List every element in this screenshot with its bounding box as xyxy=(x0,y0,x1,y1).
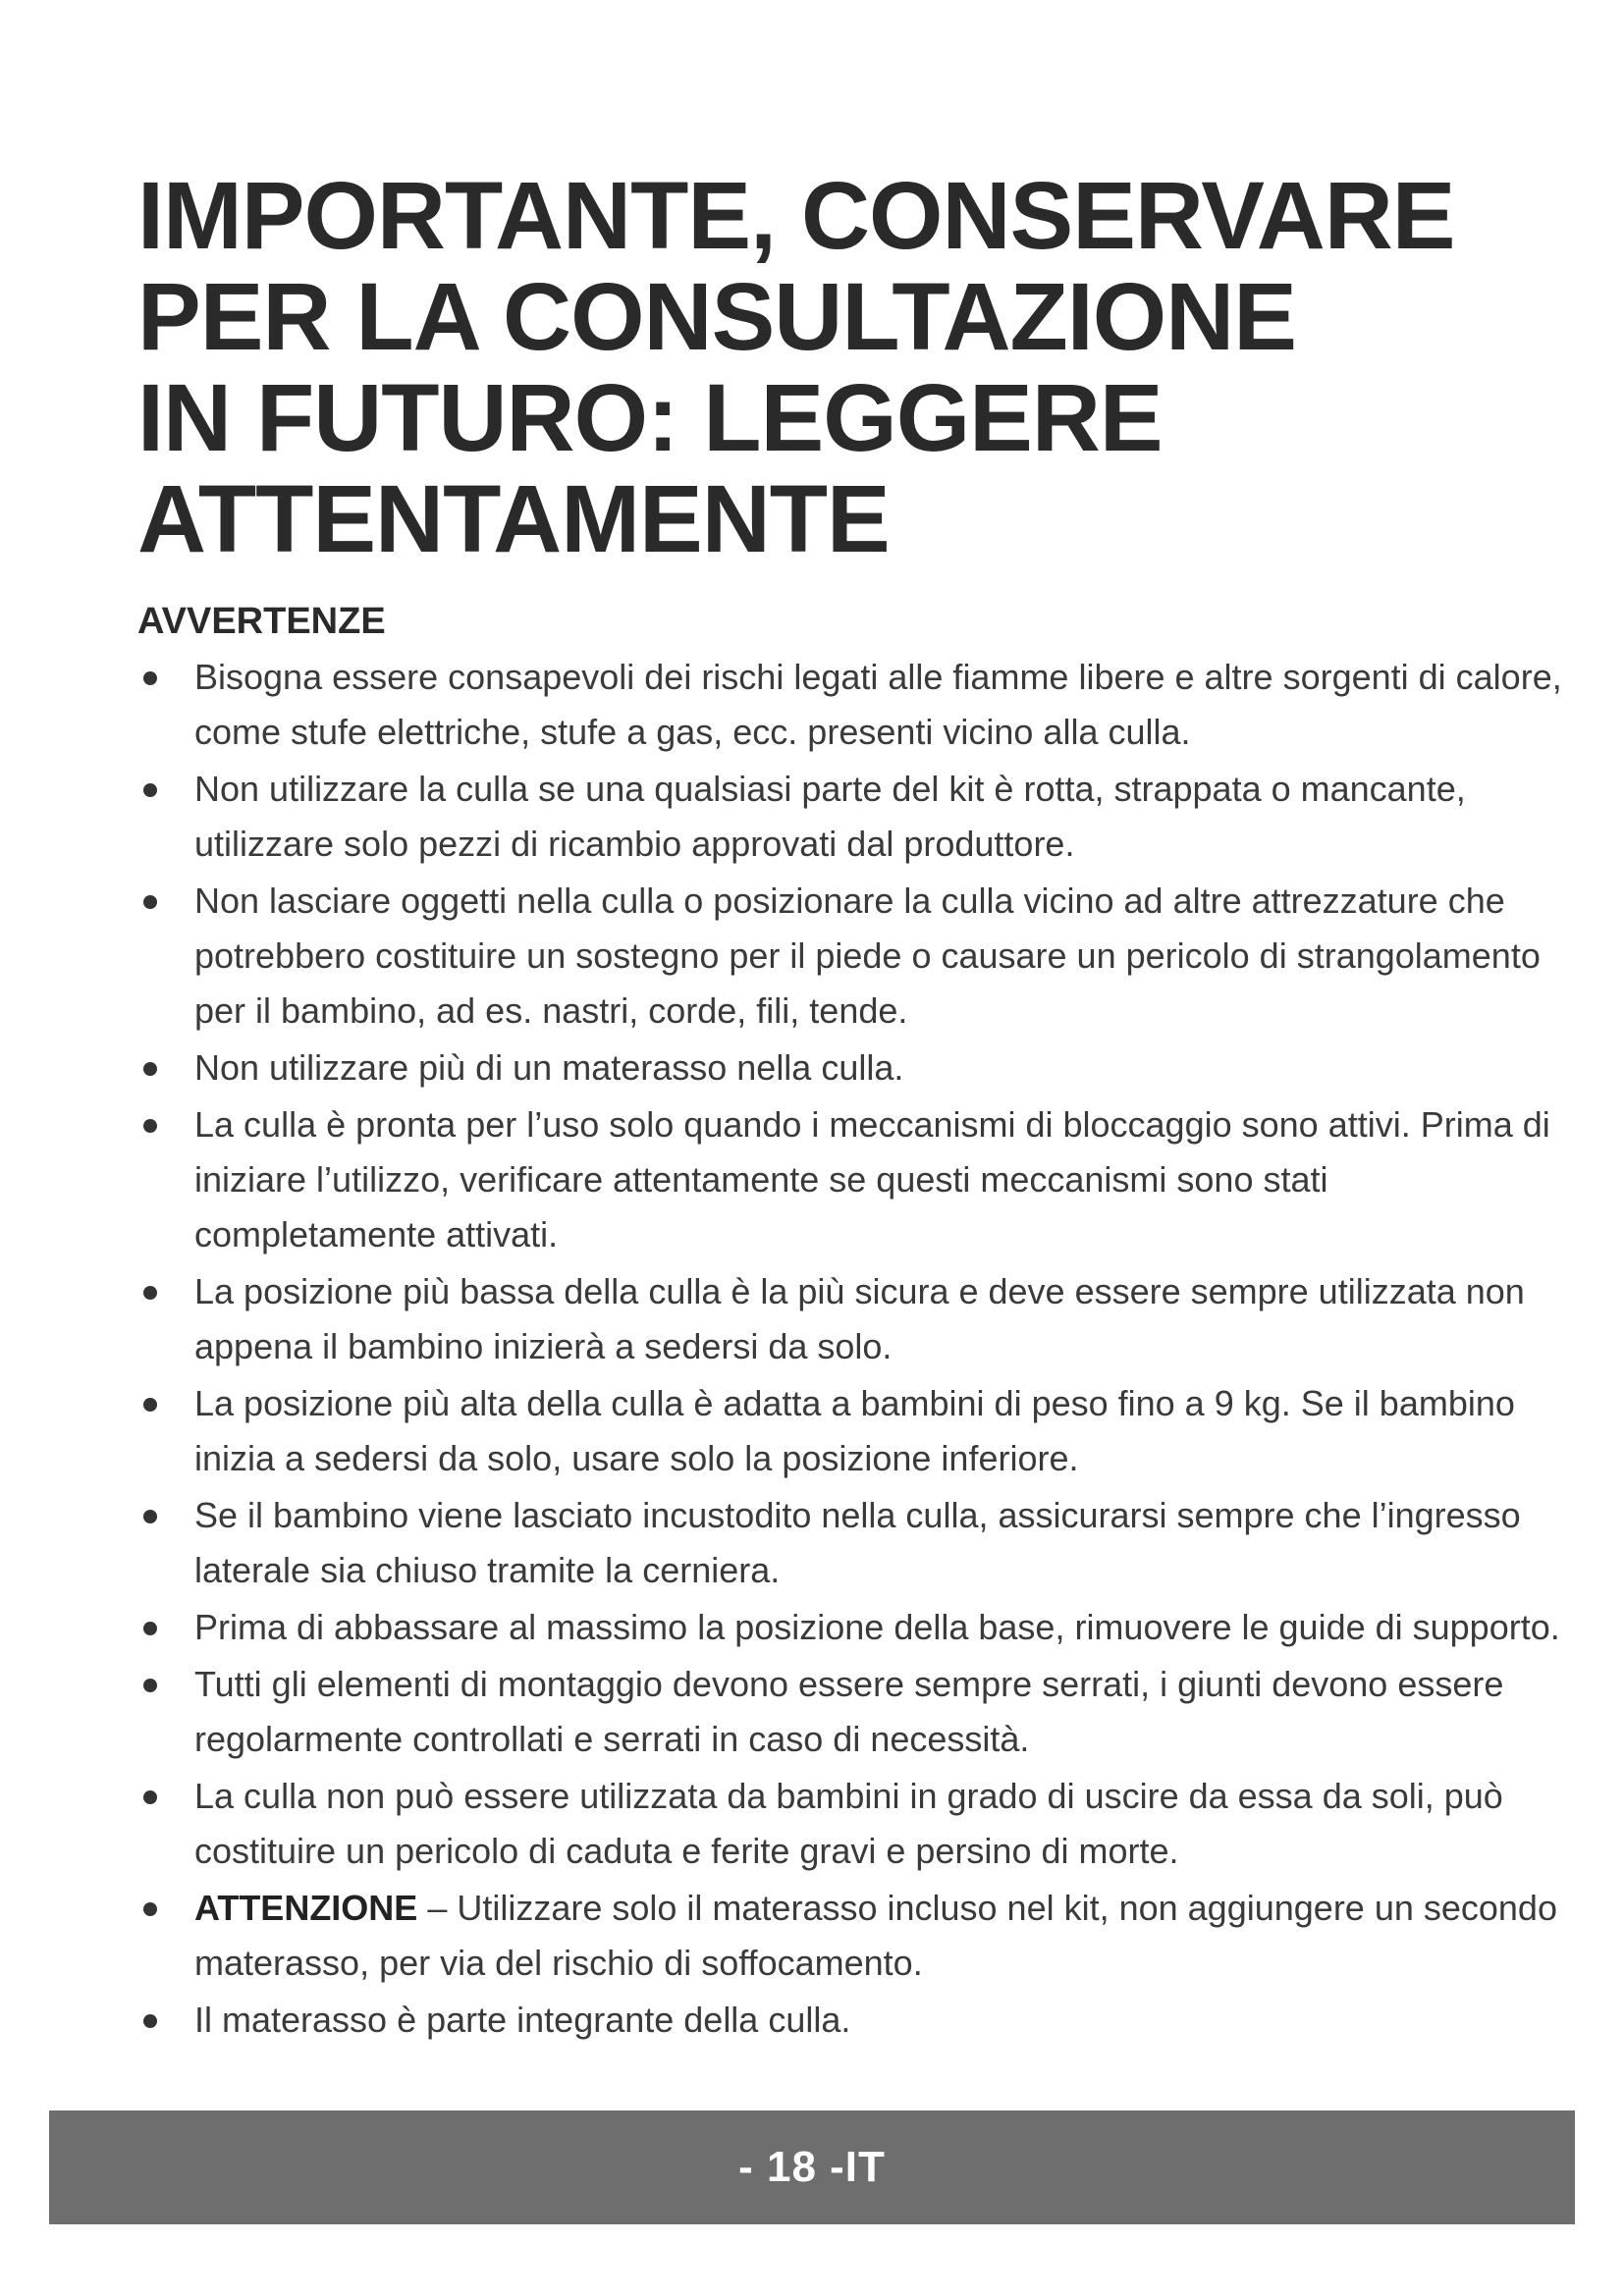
section-heading: AVVERTENZE xyxy=(137,601,386,642)
title-line-1: IMPORTANTE, CONSERVARE xyxy=(137,162,1455,269)
warning-item: Se il bambino viene lasciato incustodito nella culla, assicurarsi sempre che l’ingresso laterale sia chiuso tramite la cerniera. xyxy=(137,1488,1571,1598)
warning-item: La culla è pronta per l’uso solo quando i meccanismi di bloccaggio sono attivi. Prima di iniziare l’utilizzo, verificare attentamente se questi meccanismi sono stati completamente attivati. xyxy=(137,1097,1571,1262)
page-footer xyxy=(49,2110,1575,2224)
page-number: - 18 -IT xyxy=(738,2143,886,2191)
warnings-list xyxy=(137,650,1571,2050)
warning-item: La culla non può essere utilizzata da bambini in grado di uscire da essa da soli, può costituire un pericolo di caduta e ferite gravi e persino di morte. xyxy=(137,1769,1571,1879)
title-line-4: ATTENTAMENTE xyxy=(137,465,890,572)
warning-item: Non lasciare oggetti nella culla o posizionare la culla vicino ad altre attrezzature che potrebbero costituire un sostegno per il piede o causare un pericolo di strangolamento per il bambino, ad es. nastri, corde, fili, tende. xyxy=(137,874,1571,1039)
warning-item: Tutti gli elementi di montaggio devono essere sempre serrati, i giunti devono essere regolarmente controllati e serrati in caso di necessità. xyxy=(137,1657,1571,1767)
warning-item: Non utilizzare la culla se una qualsiasi parte del kit è rotta, strappata o mancante, utilizzare solo pezzi di ricambio approvati dal produttore. xyxy=(137,762,1571,872)
warning-item: La posizione più alta della culla è adatta a bambini di peso fino a 9 kg. Se il bambino inizia a sedersi da solo, usare solo la posizione inferiore. xyxy=(137,1376,1571,1486)
warning-item: Bisogna essere consapevoli dei rischi legati alle fiamme libere e altre sorgenti di calore, come stufe elettriche, stufe a gas, ecc. presenti vicino alla culla. xyxy=(137,650,1571,760)
title-line-2: PER LA CONSULTAZIONE xyxy=(137,263,1296,370)
warning-item: Non utilizzare più di un materasso nella culla. xyxy=(137,1041,1571,1095)
warning-item: Prima di abbassare al massimo la posizione della base, rimuovere le guide di supporto. xyxy=(137,1600,1571,1655)
warning-item: La posizione più bassa della culla è la più sicura e deve essere sempre utilizzata non appena il bambino inizierà a sedersi da solo. xyxy=(137,1264,1571,1374)
page-title xyxy=(137,162,1532,572)
attention-label: ATTENZIONE xyxy=(194,1888,418,1928)
attention-text: – Utilizzare solo il materasso incluso nel kit, non aggiungere un secondo materasso, per via del rischio di soffocamento. xyxy=(194,1888,1557,1983)
title-line-3: IN FUTURO: LEGGERE xyxy=(137,364,1163,471)
warning-item-attention xyxy=(137,1881,1571,1991)
warning-item: Il materasso è parte integrante della culla. xyxy=(137,1993,1571,2048)
